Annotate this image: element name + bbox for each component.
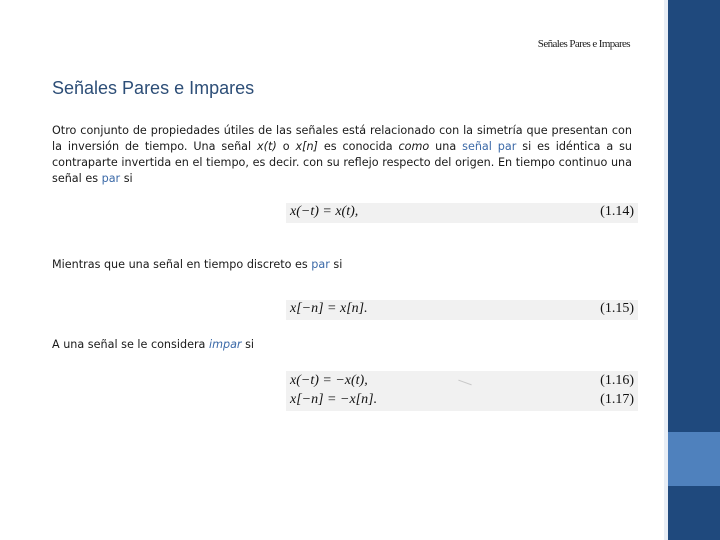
- text: si: [241, 338, 255, 351]
- equation-1-16-1-17: [286, 371, 638, 411]
- signal-xn: x[n]: [295, 140, 318, 153]
- equation-lhs: x(−t) = x(t),: [290, 204, 359, 219]
- header-title: Señales Pares e Impares: [537, 38, 630, 50]
- text: o: [276, 140, 296, 153]
- text: Mientras que una señal en tiempo discreto es: [52, 258, 312, 271]
- text: una: [429, 140, 463, 153]
- signal-xt: x(t): [257, 140, 277, 153]
- paragraph-2: [52, 257, 632, 273]
- equation-1-15: [286, 300, 638, 320]
- decorative-bar-dark-top: [668, 0, 720, 432]
- text: si: [120, 172, 133, 185]
- equation-lhs: x[−n] = −x[n].: [290, 392, 378, 407]
- equation-number: (1.16): [600, 373, 634, 388]
- text: A una señal se le considera: [52, 338, 209, 351]
- text: Otro conjunto de propiedades útiles de las señales está relacionado con la simetría que presentan con la inversión de tiempo. Una señal: [52, 124, 632, 153]
- highlight-impar: impar: [208, 338, 242, 351]
- paragraph-1: [52, 123, 632, 187]
- highlight-par: par: [101, 172, 121, 185]
- equation-1-14: [286, 203, 638, 223]
- text: si es idéntica a su contraparte invertida en el tiempo, es decir. con su reflejo respecto del origen. En tiempo continuo una señal es: [52, 140, 632, 185]
- equation-lhs: x(−t) = −x(t),: [290, 373, 368, 388]
- paragraph-3: [52, 337, 632, 353]
- text: es conocida: [317, 140, 399, 153]
- stray-mark: [458, 380, 471, 386]
- decorative-bar-light: [668, 432, 720, 486]
- highlight-par: par: [311, 258, 330, 271]
- como-text: como: [398, 140, 430, 153]
- slide-title: Señales Pares e Impares: [52, 78, 255, 98]
- highlight-senal-par: señal par: [462, 140, 517, 153]
- decorative-bar: [668, 0, 720, 540]
- decorative-bar-dark-bottom: [668, 486, 720, 540]
- equation-number: (1.15): [600, 301, 634, 316]
- equation-number: (1.14): [600, 204, 634, 219]
- text: si: [329, 258, 343, 271]
- equation-number: (1.17): [600, 392, 634, 407]
- equation-lhs: x[−n] = x[n].: [290, 301, 368, 316]
